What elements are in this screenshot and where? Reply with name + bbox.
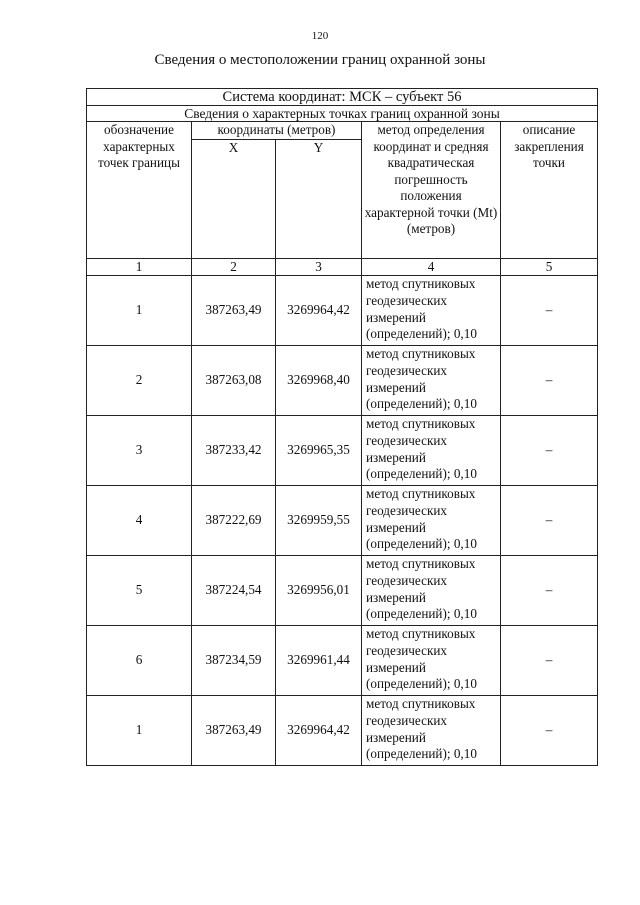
header-x: X <box>192 139 276 259</box>
point-cell: 6 <box>87 626 192 696</box>
x-coordinate-cell: 387234,59 <box>192 626 276 696</box>
table-subtitle: Сведения о характерных точках границ охранной зоны <box>87 106 598 122</box>
point-cell: 1 <box>87 276 192 346</box>
column-number: 1 <box>87 259 192 276</box>
y-coordinate-cell: 3269961,44 <box>276 626 362 696</box>
table-row <box>87 626 598 696</box>
description-cell: – <box>501 556 598 626</box>
table-row <box>87 276 598 346</box>
table-body <box>87 89 598 766</box>
y-coordinate-cell: 3269964,42 <box>276 276 362 346</box>
point-cell: 3 <box>87 416 192 486</box>
coordinates-table <box>86 88 598 766</box>
method-cell: метод спутниковых геодезических измерений (определений); 0,10 <box>362 276 501 346</box>
description-cell: – <box>501 696 598 766</box>
table-row <box>87 486 598 556</box>
coord-system-row <box>87 89 598 106</box>
table-row <box>87 346 598 416</box>
column-number: 5 <box>501 259 598 276</box>
method-cell: метод спутниковых геодезических измерений (определений); 0,10 <box>362 556 501 626</box>
y-coordinate-cell: 3269959,55 <box>276 486 362 556</box>
subtitle-row <box>87 106 598 122</box>
header-y: Y <box>276 139 362 259</box>
x-coordinate-cell: 387224,54 <box>192 556 276 626</box>
header-coordinates: координаты (метров) <box>192 122 362 140</box>
x-coordinate-cell: 387263,08 <box>192 346 276 416</box>
coord-system-header: Система координат: МСК – субъект 56 <box>87 89 598 106</box>
description-cell: – <box>501 416 598 486</box>
method-cell: метод спутниковых геодезических измерений (определений); 0,10 <box>362 626 501 696</box>
column-number: 2 <box>192 259 276 276</box>
header-designation: обозначение характерных точек границы <box>87 122 192 259</box>
description-cell: – <box>501 346 598 416</box>
point-cell: 2 <box>87 346 192 416</box>
y-coordinate-cell: 3269968,40 <box>276 346 362 416</box>
column-number-row <box>87 259 598 276</box>
table-row <box>87 556 598 626</box>
table-row <box>87 416 598 486</box>
header-method: метод определения координат и средняя квадратическая погрешность положения характерной точки (Mt) (метров) <box>362 122 501 259</box>
description-cell: – <box>501 486 598 556</box>
x-coordinate-cell: 387233,42 <box>192 416 276 486</box>
point-cell: 5 <box>87 556 192 626</box>
method-cell: метод спутниковых геодезических измерений (определений); 0,10 <box>362 486 501 556</box>
header-row <box>87 122 598 140</box>
y-coordinate-cell: 3269964,42 <box>276 696 362 766</box>
y-coordinate-cell: 3269956,01 <box>276 556 362 626</box>
x-coordinate-cell: 387263,49 <box>192 696 276 766</box>
y-coordinate-cell: 3269965,35 <box>276 416 362 486</box>
x-coordinate-cell: 387222,69 <box>192 486 276 556</box>
description-cell: – <box>501 276 598 346</box>
method-cell: метод спутниковых геодезических измерений (определений); 0,10 <box>362 696 501 766</box>
column-number: 3 <box>276 259 362 276</box>
document-title: Сведения о местоположении границ охранной зоны <box>154 52 486 68</box>
table-row <box>87 696 598 766</box>
column-number: 4 <box>362 259 501 276</box>
point-cell: 1 <box>87 696 192 766</box>
point-cell: 4 <box>87 486 192 556</box>
method-cell: метод спутниковых геодезических измерений (определений); 0,10 <box>362 416 501 486</box>
page-number: 120 <box>311 30 329 42</box>
x-coordinate-cell: 387263,49 <box>192 276 276 346</box>
header-description: описание закрепления точки <box>501 122 598 259</box>
method-cell: метод спутниковых геодезических измерений (определений); 0,10 <box>362 346 501 416</box>
description-cell: – <box>501 626 598 696</box>
